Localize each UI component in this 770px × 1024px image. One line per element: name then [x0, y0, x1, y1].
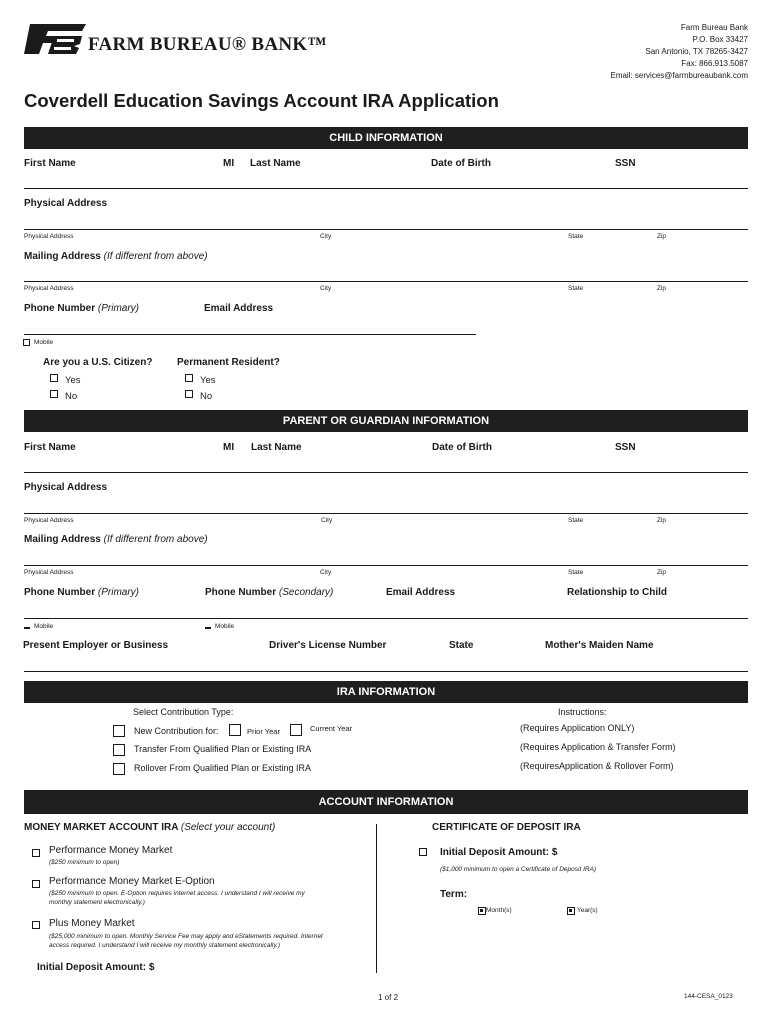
transfer-checkbox[interactable]	[113, 744, 125, 756]
child-dob-label: Date of Birth	[431, 158, 491, 169]
prior-year-label: Prior Year	[247, 727, 280, 736]
child-sub-zip: Zip	[657, 233, 667, 240]
bank-email: Email: services@farmbureaubank.com	[610, 71, 748, 80]
child-resident-question: Permanent Resident?	[177, 357, 280, 368]
parent-mi-label: MI	[223, 442, 235, 453]
section-ira-information: IRA INFORMATION	[24, 681, 748, 703]
column-divider	[376, 824, 377, 973]
child-physical-address-field-line[interactable]	[24, 229, 748, 230]
parent-sub-city: City	[321, 517, 333, 524]
child-citizen-yes-checkbox[interactable]	[50, 374, 58, 382]
child-sub-physical: Physical Address	[24, 233, 74, 240]
parent-contact-field-line[interactable]	[24, 618, 748, 619]
years-label: Year(s)	[577, 907, 598, 914]
parent-mobile-2-checkbox[interactable]	[205, 627, 211, 629]
child-resident-yes-label: Yes	[200, 375, 216, 386]
parent-last-name-label: Last Name	[251, 442, 302, 453]
parent-mail-sub-zip: Zip	[657, 569, 667, 576]
parent-mail-sub-city: City	[320, 569, 332, 576]
section-parent-information: PARENT OR GUARDIAN INFORMATION	[24, 410, 748, 432]
cd-term-label: Term:	[440, 889, 468, 900]
child-phone-email-field-line[interactable]	[24, 334, 476, 335]
rollover-label: Rollover From Qualified Plan or Existing IRA	[134, 763, 312, 773]
parent-state-label: State	[449, 640, 474, 651]
rollover-checkbox[interactable]	[113, 763, 125, 775]
child-mail-sub-physical: Physical Address	[24, 285, 74, 292]
plus-mm-label: Plus Money Market	[49, 918, 135, 929]
performance-mm-eoption-label: Performance Money Market E-Option	[49, 876, 215, 887]
child-last-name-label: Last Name	[250, 158, 301, 169]
years-checkbox[interactable]	[567, 907, 575, 915]
child-mobile-checkbox[interactable]	[23, 339, 30, 346]
cd-initial-deposit-checkbox[interactable]	[419, 848, 427, 856]
child-resident-no-label: No	[200, 391, 213, 402]
parent-dob-label: Date of Birth	[432, 442, 492, 453]
parent-sub-zip: Zip	[657, 517, 667, 524]
parent-phone-secondary-label: Phone Number (Secondary)	[205, 587, 334, 598]
new-contribution-checkbox[interactable]	[113, 725, 125, 737]
parent-mobile-1-checkbox[interactable]	[24, 627, 30, 629]
parent-employer-field-line[interactable]	[24, 671, 268, 672]
bank-contact-block	[610, 22, 748, 82]
parent-sub-physical: Physical Address	[24, 517, 74, 524]
child-first-name-label: First Name	[24, 158, 76, 169]
child-citizen-no-checkbox[interactable]	[50, 390, 58, 398]
transfer-label: Transfer From Qualified Plan or Existing IRA	[134, 744, 312, 754]
instruction-2: (Requires Application & Transfer Form)	[520, 742, 676, 752]
cd-heading: CERTIFICATE OF DEPOSIT IRA	[432, 822, 581, 833]
child-ssn-label: SSN	[615, 158, 636, 169]
current-year-label: Current Year	[310, 724, 353, 733]
performance-mm-checkbox[interactable]	[32, 849, 40, 857]
parent-physical-address-field-line[interactable]	[24, 513, 748, 514]
child-name-field-line[interactable]	[24, 188, 748, 189]
instruction-1: (Requires Application ONLY)	[520, 723, 635, 733]
child-mail-sub-state: State	[568, 285, 584, 292]
bank-address-2: San Antonio, TX 78265-3427	[645, 47, 748, 56]
logo-wordmark: FARM BUREAU® BANK™	[88, 34, 327, 55]
prior-year-checkbox[interactable]	[229, 724, 241, 736]
plus-mm-checkbox[interactable]	[32, 921, 40, 929]
parent-mailing-address-label: Mailing Address (If different from above)	[24, 534, 208, 545]
parent-employer-label: Present Employer or Business	[23, 640, 169, 651]
parent-mail-sub-state: State	[568, 569, 584, 576]
parent-ssn-label: SSN	[615, 442, 636, 453]
months-label: Month(s)	[486, 907, 512, 914]
parent-mailing-address-field-line[interactable]	[24, 565, 748, 566]
performance-mm-eoption-checkbox[interactable]	[32, 880, 40, 888]
money-market-heading: MONEY MARKET ACCOUNT IRA (Select your account)	[24, 822, 276, 833]
child-mail-sub-city: City	[320, 285, 332, 292]
parent-mail-sub-physical: Physical Address	[24, 569, 74, 576]
page-title: Coverdell Education Savings Account IRA Application	[24, 90, 499, 111]
child-mobile-label: Mobile	[34, 339, 54, 346]
child-sub-state: State	[568, 233, 584, 240]
parent-maiden-name-label: Mother's Maiden Name	[545, 640, 654, 651]
parent-mobile-1-label: Mobile	[34, 623, 54, 630]
ira-instructions-label: Instructions:	[558, 707, 607, 717]
child-citizen-yes-label: Yes	[65, 375, 81, 386]
mm-initial-deposit-label: Initial Deposit Amount: $	[37, 962, 155, 973]
new-contribution-label: New Contribution for:	[134, 726, 219, 736]
child-sub-city: City	[320, 233, 332, 240]
form-id: 144-CESA_0123	[684, 993, 733, 1000]
plus-mm-note: ($25,000 minimum to open. Monthly Service Fee may apply and eStatements required. Internet access required. I understand I will receive my monthly statement electronically.)	[49, 933, 323, 949]
child-mailing-address-field-line[interactable]	[24, 281, 748, 282]
current-year-checkbox[interactable]	[290, 724, 302, 736]
child-mi-label: MI	[223, 158, 235, 169]
instruction-3: (RequiresApplication & Rollover Form)	[520, 761, 674, 771]
page-number: 1 of 2	[378, 993, 399, 1002]
parent-license-label: Driver's License Number	[269, 640, 387, 651]
parent-first-name-label: First Name	[24, 442, 76, 453]
farm-bureau-logo-icon	[24, 24, 86, 54]
parent-email-label: Email Address	[386, 587, 456, 598]
child-resident-no-checkbox[interactable]	[185, 390, 193, 398]
bank-name: Farm Bureau Bank	[680, 23, 748, 32]
cd-minimum-note: ($1,000 minimum to open a Certificate of Deposit IRA)	[440, 866, 597, 873]
performance-mm-note: ($250 minimum to open)	[49, 859, 120, 866]
child-mailing-address-label: Mailing Address (If different from above)	[24, 251, 208, 262]
child-citizen-no-label: No	[65, 391, 78, 402]
cd-initial-deposit-label: Initial Deposit Amount: $	[440, 847, 558, 858]
child-citizen-question: Are you a U.S. Citizen?	[43, 357, 153, 368]
child-mail-sub-zip: Zip	[657, 285, 667, 292]
bank-address-1: P.O. Box 33427	[692, 35, 748, 44]
ira-select-type-label: Select Contribution Type:	[133, 707, 234, 717]
child-physical-address-label: Physical Address	[24, 198, 108, 209]
parent-mobile-2-label: Mobile	[215, 623, 235, 630]
parent-license-field-line[interactable]	[268, 671, 748, 672]
parent-name-field-line[interactable]	[24, 472, 748, 473]
child-phone-label: Phone Number (Primary)	[24, 303, 140, 314]
parent-phone-primary-label: Phone Number (Primary)	[24, 587, 140, 598]
child-email-label: Email Address	[204, 303, 274, 314]
performance-mm-eoption-note: ($250 minimum to open. E-Option requires internet access. I understand I will receive my monthly statement electronically.)	[49, 890, 305, 906]
section-account-information: ACCOUNT INFORMATION	[24, 790, 748, 814]
child-resident-yes-checkbox[interactable]	[185, 374, 193, 382]
parent-relationship-label: Relationship to Child	[567, 587, 667, 598]
months-checkbox[interactable]	[478, 907, 486, 915]
performance-mm-label: Performance Money Market	[49, 845, 173, 856]
parent-physical-address-label: Physical Address	[24, 482, 108, 493]
bank-fax: Fax: 866.913.5087	[681, 59, 748, 68]
section-child-information: CHILD INFORMATION	[24, 127, 748, 149]
parent-sub-state: State	[568, 517, 584, 524]
